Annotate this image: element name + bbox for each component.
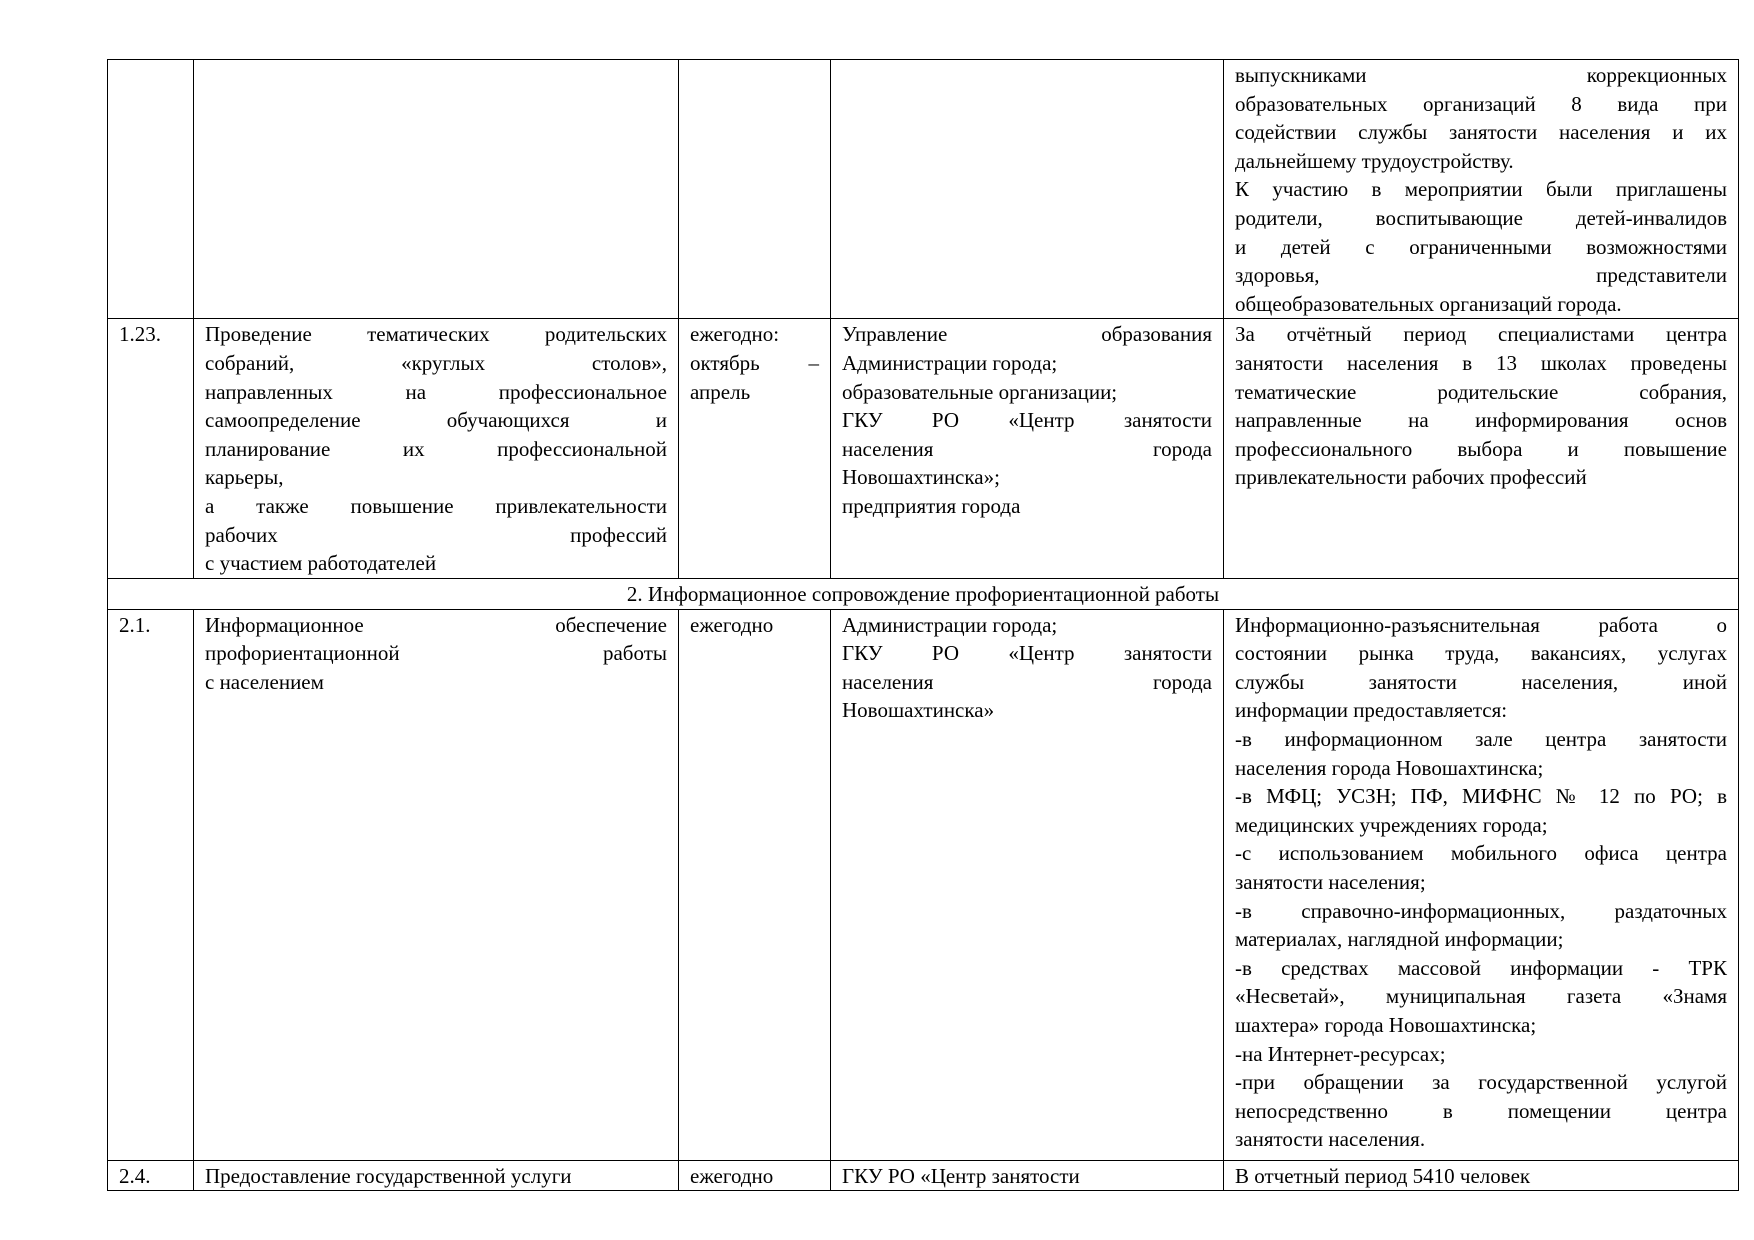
term-cell: [679, 60, 831, 319]
text-line: информации предоставляется:: [1235, 698, 1508, 723]
text-line: профессионального выбора и повышение: [1235, 436, 1727, 461]
result-cell: [1224, 609, 1739, 1160]
text-line: предприятия города: [842, 493, 1021, 518]
text-line: тематические родительские собрания,: [1235, 379, 1727, 404]
text-line: ГКУ РО «Центр занятости: [842, 408, 1212, 433]
text-line: родители, воспитывающие детей-инвалидов: [1235, 205, 1727, 230]
text-line: карьеры,: [205, 465, 284, 490]
text-line: занятости населения в 13 школах проведены: [1235, 350, 1727, 375]
text-line: Новошахтинска»;: [842, 465, 1000, 490]
text-line: медицинских учреждениях города;: [1235, 812, 1548, 837]
result-cell: [1224, 60, 1739, 319]
text-line: «Несветай», муниципальная газета «Знамя: [1235, 984, 1727, 1009]
text-line: Управление образования: [842, 322, 1212, 347]
row-number: [108, 60, 194, 319]
event-cell: [194, 609, 679, 1160]
executor-cell: [831, 319, 1224, 578]
text-line: населения города Новошахтинска;: [1235, 755, 1544, 780]
text-line: Проведение тематических родительских: [205, 322, 667, 347]
row-number: 2.4.: [108, 1160, 194, 1191]
text-line: Администрации города;: [842, 612, 1058, 637]
text-line: Информационно-разъяснительная работа о: [1235, 612, 1727, 637]
section-row: [108, 578, 1739, 609]
text-line: -в справочно-информационных, раздаточных: [1235, 898, 1727, 923]
text-line: содействии службы занятости населения и их: [1235, 120, 1727, 145]
table-row: [108, 60, 1739, 319]
executor-cell: [831, 60, 1224, 319]
text-line: Новошахтинска»: [842, 698, 995, 723]
text-line: направленных на профессиональное: [205, 379, 667, 404]
text-line: октябрь –: [690, 350, 819, 375]
text-line: населения города: [842, 436, 1212, 461]
term-cell: [679, 319, 831, 578]
text-line: с участием работодателей: [205, 551, 437, 576]
text-line: привлекательности рабочих профессий: [1235, 465, 1587, 490]
text-line: За отчётный период специалистами центра: [1235, 322, 1727, 347]
text-line: Администрации города;: [842, 350, 1058, 375]
table-row: [108, 1160, 1739, 1191]
text-line: материалах, наглядной информации;: [1235, 927, 1564, 952]
text-line: здоровья, представители: [1235, 263, 1727, 288]
text-line: ГКУ РО «Центр занятости: [842, 1163, 1080, 1188]
text-line: общеобразовательных организаций города.: [1235, 291, 1622, 316]
text-line: образовательные организации;: [842, 379, 1118, 404]
text-line: Предоставление государственной услуги: [205, 1163, 572, 1188]
table-row: [108, 319, 1739, 578]
text-line: рабочих профессий: [205, 522, 667, 547]
text-line: а также повышение привлекательности: [205, 493, 667, 518]
text-line: ежегодно: [690, 612, 774, 637]
text-line: выпускниками коррекционных: [1235, 63, 1727, 87]
text-line: -с использованием мобильного офиса центра: [1235, 841, 1727, 866]
text-line: ГКУ РО «Центр занятости: [842, 641, 1212, 666]
result-cell: [1224, 1160, 1739, 1191]
plan-table: [107, 59, 1739, 1191]
text-line: состоянии рынка труда, вакансиях, услугах: [1235, 641, 1727, 666]
text-line: собраний, «круглых столов»,: [205, 350, 667, 375]
text-line: ежегодно:: [690, 322, 780, 347]
event-cell: [194, 1160, 679, 1191]
text-line: К участию в мероприятии были приглашены: [1235, 177, 1727, 202]
text-line: занятости населения.: [1235, 1127, 1426, 1152]
text-line: образовательных организаций 8 вида при: [1235, 91, 1727, 116]
text-line: дальнейшему трудоустройству.: [1235, 148, 1514, 173]
text-line: населения города: [842, 669, 1212, 694]
text-line: -в МФЦ; УСЗН; ПФ, МИФНС № 12 по РО; в: [1235, 784, 1727, 809]
text-line: В отчетный период 5410 человек: [1235, 1163, 1531, 1188]
text-line: непосредственно в помещении центра: [1235, 1098, 1727, 1123]
section-heading: 2. Информационное сопровождение профориентационной работы: [108, 578, 1739, 609]
text-line: апрель: [690, 379, 751, 404]
text-line: -в информационном зале центра занятости: [1235, 727, 1727, 752]
row-number: 1.23.: [108, 319, 194, 578]
text-line: Информационное обеспечение: [205, 612, 667, 637]
text-line: с населением: [205, 669, 324, 694]
event-cell: [194, 60, 679, 319]
table-row: [108, 609, 1739, 1160]
text-line: -при обращении за государственной услугой: [1235, 1070, 1727, 1095]
term-cell: [679, 1160, 831, 1191]
text-line: -в средствах массовой информации - ТРК: [1235, 955, 1727, 980]
executor-cell: [831, 609, 1224, 1160]
text-line: направленные на информирования основ: [1235, 408, 1727, 433]
term-cell: [679, 609, 831, 1160]
text-line: и детей с ограниченными возможностями: [1235, 234, 1727, 259]
text-line: шахтера» города Новошахтинска;: [1235, 1013, 1537, 1037]
text-line: занятости населения;: [1235, 870, 1426, 895]
result-cell: [1224, 319, 1739, 578]
executor-cell: [831, 1160, 1224, 1191]
text-line: ежегодно: [690, 1163, 774, 1188]
text-line: службы занятости населения, иной: [1235, 669, 1727, 694]
text-line: профориентационной работы: [205, 641, 667, 666]
text-line: планирование их профессиональной: [205, 436, 667, 461]
event-cell: [194, 319, 679, 578]
row-number: 2.1.: [108, 609, 194, 1160]
text-line: самоопределение обучающихся и: [205, 408, 667, 433]
text-line: -на Интернет-ресурсах;: [1235, 1041, 1446, 1066]
